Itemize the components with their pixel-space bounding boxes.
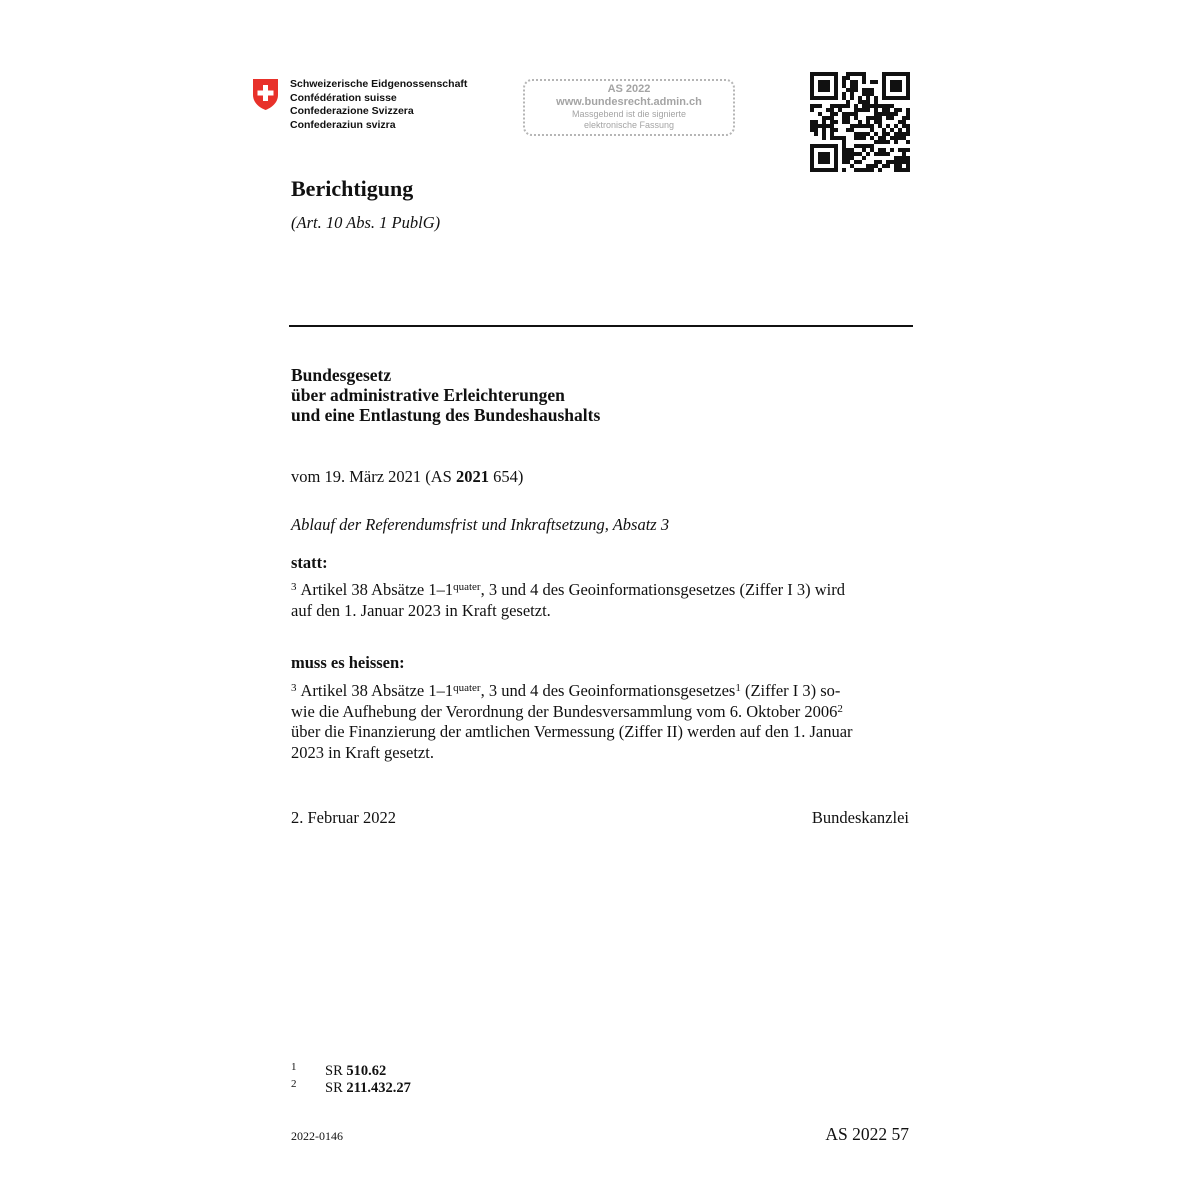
document-number: 2022-0146 (291, 1129, 343, 1143)
confederation-name-rm: Confederaziun svizra (290, 118, 396, 131)
footnote-ref-2[interactable]: 2 (837, 702, 843, 715)
divider (289, 325, 913, 327)
quater-superscript: quater (453, 682, 481, 694)
page-reference: AS 2022 57 (825, 1124, 909, 1144)
signature-authority: Bundeskanzlei (811, 808, 909, 827)
footnote-ref[interactable]: 211.432.27 (346, 1080, 411, 1096)
law-title-line: über administrative Erleichterungen (291, 385, 565, 405)
section-reference: Ablauf der Referendumsfrist und Inkraftsetzung, Absatz 3 (291, 515, 670, 534)
paragraph-number: 3 (291, 581, 297, 593)
law-title-line: und eine Entlastung des Bundeshaushalts (291, 405, 601, 425)
confederation-logo (252, 78, 492, 138)
statt-paragraph (291, 580, 909, 621)
stamp-collection: AS 2022 (607, 83, 651, 95)
legal-basis: (Art. 10 Abs. 1 PublG) (291, 213, 441, 232)
law-title (291, 365, 600, 425)
document-title: Berichtigung (291, 176, 414, 201)
footnote-number: 1 (291, 1061, 297, 1073)
qr-code (810, 72, 910, 172)
law-date (291, 467, 523, 488)
statt-label: statt: (291, 553, 328, 572)
muss-label: muss es heissen: (291, 653, 405, 672)
law-date-suffix: 654) (488, 467, 524, 486)
footnote (291, 1080, 491, 1097)
footnote (291, 1063, 491, 1080)
quater-superscript: quater (453, 581, 481, 593)
footnote-ref[interactable]: 510.62 (346, 1063, 387, 1079)
statt-line: auf den 1. Januar 2023 in Kraft gesetzt. (291, 600, 551, 620)
confederation-name-it: Confederazione Svizzera (290, 105, 414, 117)
paragraph-number: 3 (291, 682, 297, 694)
footnote-prefix: SR (325, 1063, 347, 1079)
law-date-prefix: vom 19. März 2021 (AS (291, 467, 456, 486)
as-stamp (523, 79, 735, 136)
signature-date: 2. Februar 2022 (291, 808, 396, 827)
muss-line: 2023 in Kraft gesetzt. (291, 742, 434, 762)
stamp-note-2: elektronische Fassung (583, 120, 675, 130)
law-date-year: 2021 (455, 467, 489, 486)
swiss-shield-icon (252, 78, 279, 111)
stamp-note-1: Massgebend ist die signierte (571, 109, 687, 119)
footnote-prefix: SR (325, 1080, 347, 1096)
confederation-name-de: Schweizerische Eidgenossenschaft (290, 78, 468, 90)
law-title-line: Bundesgesetz (291, 365, 392, 385)
confederation-name-fr: Confédération suisse (290, 91, 397, 104)
muss-line: über die Finanzierung der amtlichen Vermessung (Ziffer II) werden auf den 1. Januar (291, 722, 853, 741)
stamp-url: www.bundesrecht.admin.ch (556, 96, 702, 108)
muss-line: $^3$ Artikel 38 Absätze $1-1^{quater}$, 3 und 4 des Geoinformationsgesetzes$^1$ (Ziffer I 3) so- (291, 681, 841, 700)
footnote-ref-1[interactable]: 1 (735, 682, 741, 694)
footnote-number: 2 (291, 1078, 297, 1090)
statt-line: $^3$ Artikel 38 Absätze $1-1^{quater}$, 3 und 4 des Geoinformationsgesetzes (Ziffer I 3) wird (291, 580, 846, 599)
muss-line: wie die Aufhebung der Verordnung der Bundesversammlung vom 6. Oktober 2006$^2$ (291, 701, 843, 721)
muss-paragraph (291, 681, 909, 763)
confederation-name (290, 78, 467, 132)
